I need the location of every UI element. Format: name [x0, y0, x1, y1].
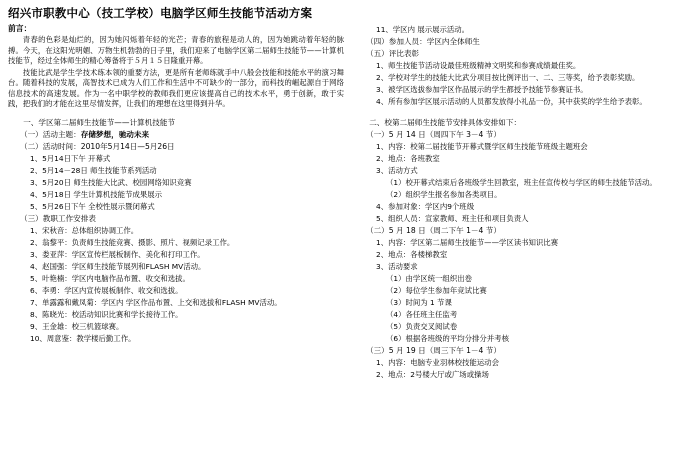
list-item: 1、5月14日下午 开幕式	[30, 153, 111, 163]
list-item: 10、周意鉴：教学楼后勤工作。	[30, 333, 136, 343]
list-item: （一）5 月 14 日（周四下午 3－4 节）	[366, 130, 501, 140]
list-item: 2、翁黎平：负责师生技能竞赛、摄影、照片、视频记录工作。	[30, 237, 235, 247]
preamble-paragraph: 青春的色彩是灿烂的，因为她闪烁着年轻的光芒；青春的旅程是动人的，因为她跳动着年轻的脉搏。今天，在这阳光明媚、万物生机勃勃的日子里，我们迎来了电脑学区第二届师生技能节——计算机技能节，经过全体师生的精心筹备将于５月１５日隆重开幕。	[8, 35, 344, 66]
list-item: （4）各任班主任监考	[386, 310, 458, 320]
list-item: 6、李勇：学区内宣传展板制作、收交和选拔。	[30, 285, 183, 295]
list-item: 1、内容：学区第二届师生技能节——学区读书知识比赛	[376, 238, 559, 248]
list-item: （6）根据各班级的平均分排分并考核	[386, 334, 509, 344]
list-item: （二）5 月 18 日（周二下午 1－4 节）	[366, 226, 501, 236]
list-item: 2、5月14－28日 师生技能节系列活动	[30, 165, 157, 175]
list-item: 3、被学区选拔参加学区作品展示的学生都授予技能节参赛证书。	[376, 85, 588, 95]
list-item: 4、赵国强：学区师生技能节展列和FLASH MV活动。	[30, 261, 206, 271]
list-item: （三）5 月 19 日（周三下午 1－4 节）	[366, 346, 501, 356]
list-item: 4、所有参加学区展示活动的人员都发放得小礼品一份，其中获奖的学生给予表彰。	[376, 97, 647, 107]
list-item: 1、师生技能节活动设最佳班级精神文明奖和参赛成绩最佳奖。	[376, 61, 581, 71]
list-item: （5）负责交叉阅试卷	[386, 322, 458, 332]
list-item: 5、叶艳楠：学区内电脑作品布置、收交和选拔。	[30, 273, 190, 283]
list-item: 3、活动要求	[376, 262, 418, 272]
list-item: 4、5月18日 学生计算机技能节成果展示	[30, 189, 163, 199]
list-item: 3、活动方式	[376, 166, 418, 176]
list-item: （三）教职工作安排表	[20, 213, 96, 223]
list-item: 2、地点：各楼梯教室	[376, 250, 448, 260]
list-item: 4、参加对象：学区内9个班级	[376, 202, 475, 212]
list-item: 5、5月26日下午 全校性展示暨闭幕式	[30, 201, 155, 211]
list-item: 7、单露露和戴凤菊：学区内 学区作品布置、上交和选拔和FLASH MV活动。	[30, 297, 282, 307]
list-item: （四）参加人员：学区内全体师生	[366, 37, 480, 47]
list-item: 8、陈晓光：校活动知识比赛和学长接待工作。	[30, 309, 183, 319]
page-title: 绍兴市职教中心（技工学校）电脑学区师生技能节活动方案	[8, 6, 313, 20]
list-item: （3）时间为 1 节课	[386, 298, 452, 308]
left-column	[8, 23, 344, 345]
preamble-paragraph: 技能比武是学生学技术练本领的重要方法，更是所有老师练就手中八般会技能和技能水平的演习舞台。随着科技的发展，高智技术已成为人们工作和生活中不可缺少的一部分，而科技的崛起源自于网络信息技术的高速发展。作为一名中职学校的教师我们更应该提高自己的技术水平，勇于创新，敢于实践，把我们的才能在这里尽情发挥，让我们的理想在这里得到升华。	[8, 67, 344, 109]
list-item: 3、5月20日 师生技能大比武、校园网络知识竞赛	[30, 177, 192, 187]
list-item: （1）由学区统一组织出卷	[386, 274, 473, 284]
list-item: 1、内容：校第二届技能节开幕式暨学区师生技能节班级主题班会	[376, 142, 588, 152]
list-item: （五）评比表彰	[366, 49, 420, 59]
list-item: （2）每位学生参加年竞试比赛	[386, 286, 487, 296]
list-item: 5、组织人员：宣家教师、班主任和项目负责人	[376, 214, 529, 224]
right-column	[354, 23, 690, 381]
list-item: 3、娄亚萍：学区宣传栏展板制作、美化和打印工作。	[30, 249, 205, 259]
list-item: 2、地点：2号楼大厅或广场或操场	[376, 370, 489, 380]
list-item: 2、学校对学生的技能大比武分项目按比例评出一、二、三等奖，给予表彰奖励。	[376, 73, 640, 83]
two-column-body	[8, 23, 692, 381]
section-heading: 二、校第二届师生技能节安排具体安排如下：	[369, 118, 522, 128]
list-item: 11、学区内 展示展示活动。	[376, 25, 470, 35]
list-item-emphasis: 存储梦想，驰动未来	[80, 129, 150, 139]
list-item: （2）组织学生报名参加各类项目。	[386, 190, 502, 200]
preamble-label: 前言：	[8, 24, 32, 34]
list-item: 9、王金雄：校三机篮球赛。	[30, 321, 124, 331]
list-item: （二）活动时间：2010年5月14日—5月26日	[20, 141, 175, 151]
list-item: 2、地点：各班教室	[376, 154, 440, 164]
list-item: 1、内容：电脑专业羽林校技能运动会	[376, 358, 499, 368]
list-item-label: （一）活动主题：	[20, 129, 81, 139]
list-item	[8, 129, 344, 140]
section-heading: 一、学区第二届师生技能节——计算机技能节	[23, 117, 176, 127]
list-item: （1）校开幕式结束后各班级学生回教室，班主任宣传校与学区的师生技能节活动。	[386, 178, 657, 188]
list-item: 1、宋秋音：总体组织协调工作。	[30, 225, 139, 235]
